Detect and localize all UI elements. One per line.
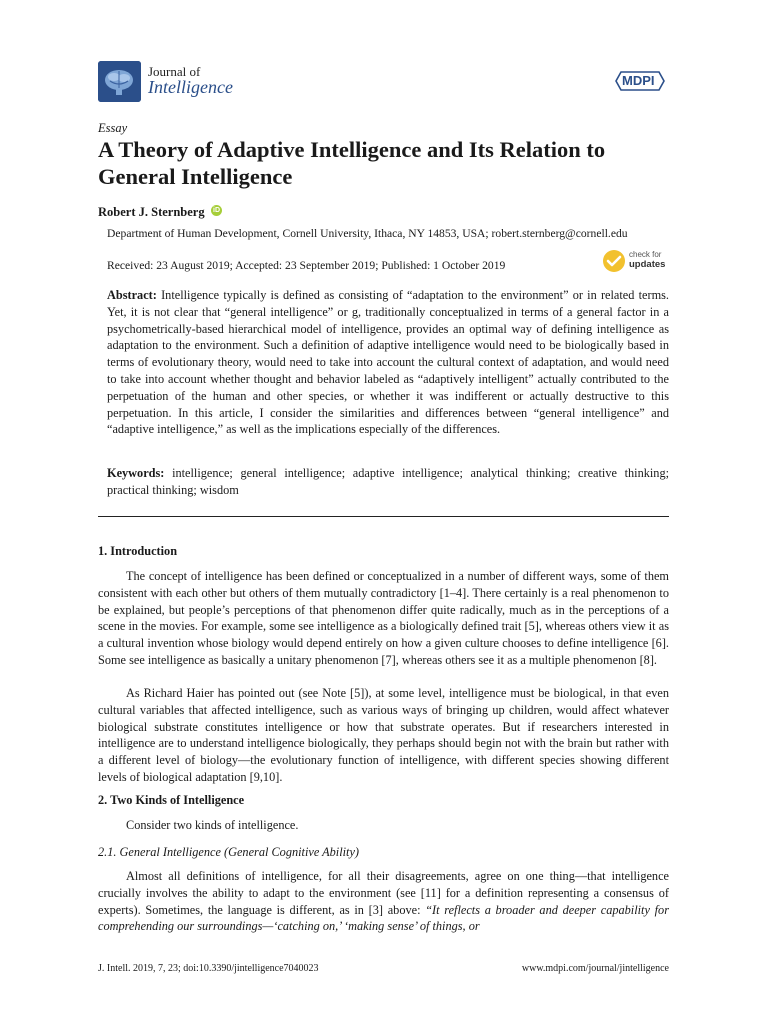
check-for-updates-badge[interactable]	[601, 248, 681, 276]
title-line-2: General Intelligence	[98, 164, 293, 189]
section-divider	[98, 516, 669, 517]
keywords	[107, 465, 669, 499]
footer-url[interactable]: www.mdpi.com/journal/jintelligence	[521, 963, 669, 974]
abstract	[107, 287, 669, 438]
check-updates-icon	[601, 248, 627, 274]
affiliation: Department of Human Development, Cornell University, Ithaca, NY 14853, USA; robert.sternberg@cornell.edu	[107, 227, 628, 240]
publisher-logo	[612, 70, 668, 92]
keywords-text: intelligence; general intelligence; adaptive intelligence; analytical thinking; creative thinking; practical thinking; wisdom	[107, 466, 670, 497]
article-title	[98, 136, 698, 190]
article-type: Essay	[98, 121, 128, 135]
orcid-icon[interactable]: iD	[213, 207, 220, 214]
keywords-label: Keywords:	[107, 466, 165, 480]
title-line-1: A Theory of Adaptive Intelligence and Its Relation to	[98, 137, 606, 162]
footer-citation: J. Intell. 2019, 7, 23; doi:10.3390/jintelligence7040023	[98, 963, 319, 974]
journal-name-line2: Intelligence	[148, 77, 233, 97]
abstract-text: Intelligence typically is defined as consisting of “adaptation to the environment” or in related terms. Yet, it is not clear that “general intelligence” or g, traditionally conceptualized in terms of a general factor in a psychometrically-based hierarchical model of intelligence, provides an optimal way of defining intelligence as adaptation to the environment. Such a definition of adaptive intelligence would need to be biologically based in terms of evolutionary theory, would need to take into account the cultural context of adaptation, and would need to take into account whether thought and behavior labeled as “adaptively intelligent” actually contributed to the perpetuation of the human and other species, or whether it was indifferent or actually destructive to this perpetuation. In this article, I consider the similarities and differences between “general intelligence” and “adaptive intelligence,” as well as the implications especially of the differences.	[107, 288, 670, 437]
subsection-heading-general-intelligence: 2.1. General Intelligence (General Cognitive Ability)	[98, 845, 360, 859]
journal-logo	[98, 61, 141, 102]
section2-paragraph-1: Consider two kinds of intelligence.	[126, 818, 299, 832]
paragraph-text: Almost all definitions of intelligence, for all their disagreements, agree on one thing—that intelligence crucially involves the ability to adapt to the environment (see [11] for a definition representing a consensus of experts). Sometimes, the language is different, as in [3] above:	[98, 869, 669, 917]
author-name[interactable]: Robert J. Sternberg	[98, 205, 205, 219]
section-heading-introduction: 1. Introduction	[98, 544, 178, 558]
quote-text: “It reflects a broader and deeper capability for comprehending our surroundings—‘catching on,’ ‘making sense’ of things, or	[98, 902, 669, 934]
brain-icon	[98, 61, 141, 102]
intro-paragraph-1: The concept of intelligence has been defined or conceptualized in a number of different ways, some of them consistent with each other but others of them mutually contradictory [1–4]. There certainly is a real phenomenon to be explained, but people’s perceptions of that phenomenon differ quite radically, much as in the perceptions of a scene in the movies. For example, some see intelligence as a biologically defined trait [5], whereas others view it as a cultural invention whose biology would depend entirely on how a given culture chooses to define intelligence [6]. Some see intelligence as basically a unitary phenomenon [7], whereas others see it as a multiple phenomenon [8].	[98, 569, 669, 667]
publication-dates: Received: 23 August 2019; Accepted: 23 September 2019; Published: 1 October 2019	[107, 259, 506, 272]
publisher-name: MDPI	[622, 73, 655, 88]
check-updates-label-2: updates	[629, 259, 666, 270]
subsection21-paragraph-1	[98, 868, 669, 935]
check-updates-label-1: check for	[629, 250, 662, 259]
intro-paragraph-2: As Richard Haier has pointed out (see Note [5]), at some level, intelligence must be biological, in that even cultural variables that affected intelligence, such as various ways of bringing up children, would affect whatever biological substrate constitutes intelligence or how that substrate operates. But if researchers interested in intelligence are to understand intelligence biologically, they perhaps should begin not with the brain but rather with a different level of biology—the evolutionary function of intelligence, with different species showing different levels of biological adaptation [9,10].	[98, 686, 669, 784]
journal-name-line1: Journal of	[148, 64, 201, 79]
abstract-label: Abstract:	[107, 288, 157, 302]
section-heading-two-kinds: 2. Two Kinds of Intelligence	[98, 793, 245, 807]
